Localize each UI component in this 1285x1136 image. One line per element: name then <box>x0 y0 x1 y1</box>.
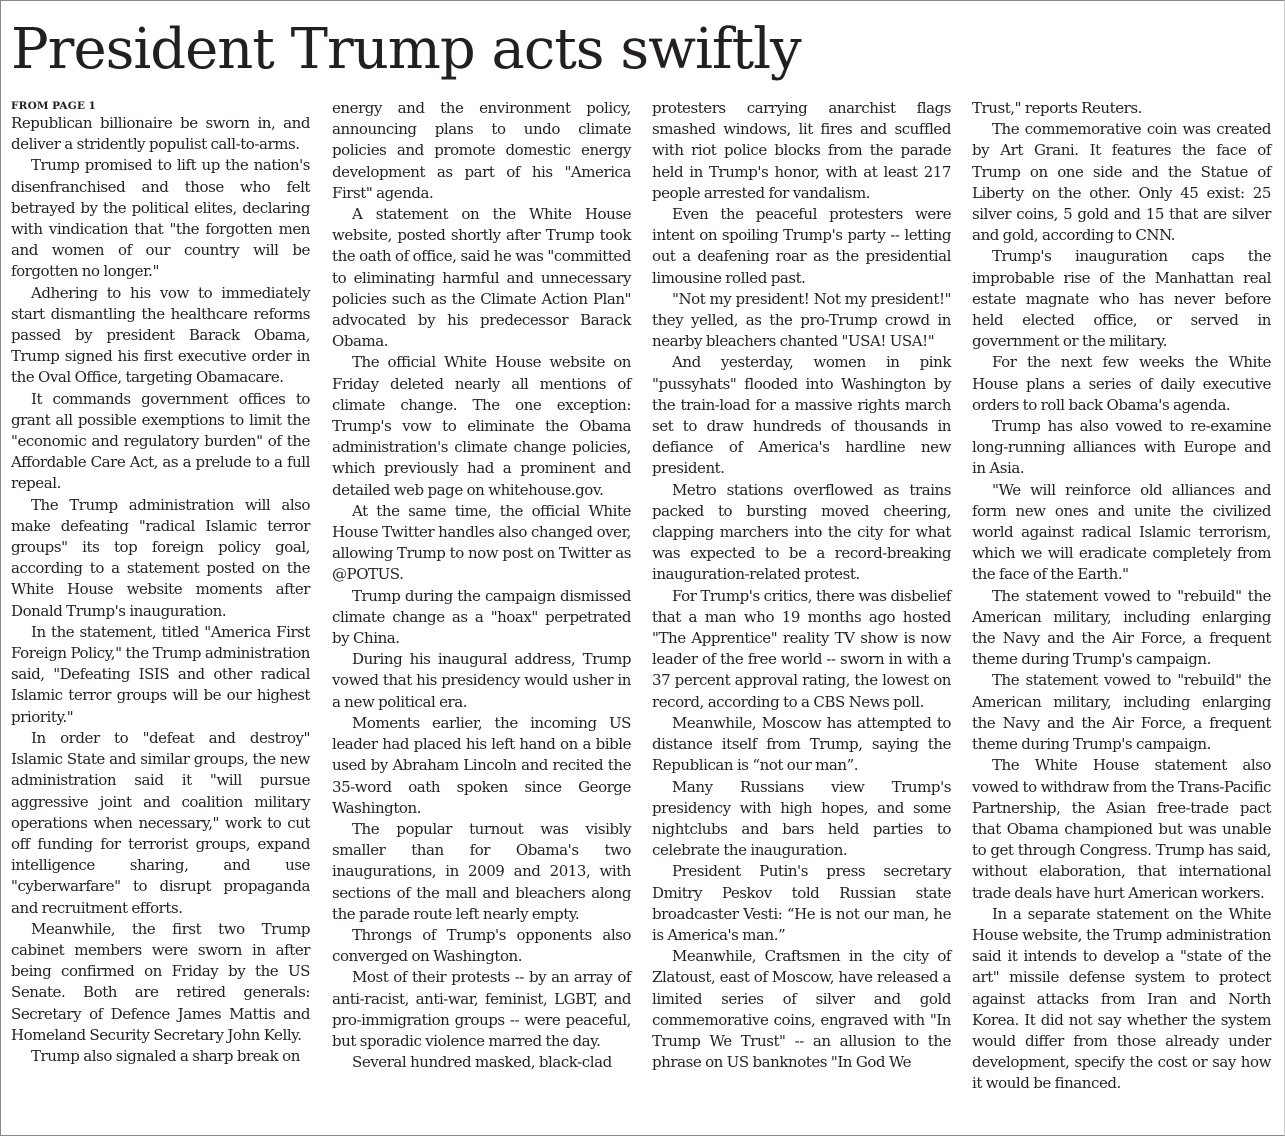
paragraph: Meanwhile, Craftsmen in the city of Zlatoust, east of Moscow, have released a limited series of silver and gold commemorative coins, engraved with "In Trump We Trust" -- an allusion to the phrase on US banknotes "In God We <box>652 947 951 1072</box>
paragraph: The statement vowed to "rebuild" the American military, including enlarging the Navy and the Air Force, a frequent theme during Trump's campaign. <box>972 671 1271 754</box>
paragraph: A statement on the White House website, posted shortly after Trump took the oath of office, said he was "committed to eliminating harmful and unnecessary policies such as the Climate Action Plan" advocated by his predecessor Barack Obama. <box>332 205 631 351</box>
paragraph: The commemorative coin was created by Art Grani. It features the face of Trump on one side and the Statue of Liberty on the other. Only 45 exist: 25 silver coins, 5 gold and 15 that are silver and gold, according to CNN. <box>972 120 1271 245</box>
paragraph: In a separate statement on the White House website, the Trump administration said it intends to develop a "state of the art" missile defense system to protect against attacks from Iran and North Korea. It did not say whether the system would differ from those already under development, specify the cost or say how it would be financed. <box>972 904 1271 1093</box>
paragraph: Trump also signaled a sharp break on <box>31 1046 300 1065</box>
paragraph: For the next few weeks the White House plans a series of daily executive orders to roll back Obama's agenda. <box>972 353 1271 414</box>
paragraph: In the statement, titled "America First Foreign Policy," the Trump administration said, "Defeating ISIS and other radical Islamic terror groups will be our highest priority." <box>11 622 310 726</box>
paragraph: Metro stations overflowed as trains packed to bursting moved cheering, clapping marchers into the city for what was expected to be a record-breaking inauguration-related protest. <box>652 480 951 584</box>
paragraph: Even the peaceful protesters were intent on spoiling Trump's party -- letting out a deafening roar as the presidential limousine rolled past. <box>652 205 951 287</box>
paragraph: For Trump's critics, there was disbelief that a man who 19 months ago hosted "The Apprentice" reality TV show is now leader of the free world -- sworn in with a 37 percent approval rating, the lowest on record, according to a CBS News poll. <box>652 586 951 711</box>
paragraph: protesters carrying anarchist flags smashed windows, lit fires and scuffled with riot police blocks from the parade held in Trump's honor, with at least 217 people arrested for vandalism. <box>652 99 951 202</box>
paragraph: And yesterday, women in pink "pussyhats" flooded into Washington by the train-load for a massive rights march set to draw hundreds of thousands in defiance of America's hardline new president. <box>652 353 951 478</box>
paragraph: At the same time, the official White House Twitter handles also changed over, allowing Trump to now post on Twitter as @POTUS. <box>332 501 631 584</box>
paragraph: energy and the environment policy, announcing plans to undo climate policies and promote domestic energy development as part of his "America First" agenda. <box>332 99 631 202</box>
paragraph: Several hundred masked, black-clad <box>352 1053 612 1072</box>
paragraph: Meanwhile, the first two Trump cabinet members were sworn in after being confirmed on Friday by the US Senate. Both are retired generals: Secretary of Defence James Mattis and Homeland Security Secretary John Kelly. <box>11 919 310 1044</box>
paragraph: Most of their protests -- by an array of anti-racist, anti-war, feminist, LGBT, and pro-immigration groups -- were peaceful, but sporadic violence marred the day. <box>332 968 631 1050</box>
article-column-2 <box>332 98 631 1073</box>
article-column-3 <box>652 98 951 1073</box>
paragraph: The statement vowed to "rebuild" the American military, including enlarging the Navy and the Air Force, a frequent theme during Trump's campaign. <box>972 586 1271 669</box>
paragraph: Throngs of Trump's opponents also converged on Washington. <box>332 925 631 966</box>
paragraph: Republican billionaire be sworn in, and deliver a stridently populist call-to-arms. <box>11 114 310 154</box>
paragraph: "We will reinforce old alliances and form new ones and unite the civilized world against radical Islamic terrorism, which we will eradicate completely from the face of the Earth." <box>972 480 1271 584</box>
paragraph: Trump has also vowed to re-examine long-running alliances with Europe and in Asia. <box>972 417 1271 478</box>
paragraph: It commands government offices to grant all possible exemptions to limit the "economic and regulatory burden" of the Affordable Care Act, as a prelude to a full repeal. <box>11 389 310 493</box>
paragraph: President Putin's press secretary Dmitry Peskov told Russian state broadcaster Vesti: “He is not our man, he is America's man.” <box>652 862 951 944</box>
paragraph: "Not my president! Not my president!" they yelled, as the pro-Trump crowd in nearby bleachers chanted "USA! USA!" <box>652 289 951 351</box>
article-column-4 <box>972 98 1271 1095</box>
paragraph: During his inaugural address, Trump vowed that his presidency would usher in a new political era. <box>332 650 631 711</box>
headline: President Trump acts swiftly <box>11 17 801 82</box>
paragraph: The White House statement also vowed to withdraw from the Trans-Pacific Partnership, the Asian free-trade pact that Obama championed but was unable to get through Congress. Trump has said, without elaboration, that international trade deals have hurt American workers. <box>972 756 1271 902</box>
paragraph: Trust," reports Reuters. <box>972 99 1142 117</box>
paragraph: Meanwhile, Moscow has attempted to distance itself from Trump, saying the Republican is “not our man”. <box>652 713 951 775</box>
paragraph: The popular turnout was visibly smaller than for Obama's two inaugurations, in 2009 and 2013, with sections of the mall and bleachers along the parade route left nearly empty. <box>332 819 631 923</box>
paragraph: Adhering to his vow to immediately start dismantling the healthcare reforms passed by president Barack Obama, Trump signed his first executive order in the Oval Office, targeting Obamacare. <box>11 283 310 387</box>
paragraph: Trump's inauguration caps the improbable rise of the Manhattan real estate magnate who has never before held elected office, or served in government or the military. <box>972 247 1271 351</box>
paragraph: The Trump administration will also make defeating "radical Islamic terror groups" its top foreign policy goal, according to a statement posted on the White House website moments after Donald Trump's inauguration. <box>11 495 310 620</box>
paragraph: The official White House website on Friday deleted nearly all mentions of climate change. The one exception: Trump's vow to eliminate the Obama administration's climate change policies, which previously had a prominent and detailed web page on whitehouse.gov. <box>332 353 631 499</box>
from-page-kicker: FROM PAGE 1 <box>11 100 97 112</box>
paragraph: Many Russians view Trump's presidency with high hopes, and some nightclubs and bars held parties to celebrate the inauguration. <box>652 777 951 860</box>
paragraph: Trump promised to lift up the nation's disenfranchised and those who felt betrayed by the political elites, declaring with vindication that "the forgotten men and women of our country will be forgotten no longer." <box>11 156 310 281</box>
paragraph: Moments earlier, the incoming US leader had placed his left hand on a bible used by Abraham Lincoln and recited the 35-word oath spoken since George Washington. <box>332 713 631 817</box>
paragraph: In order to "defeat and destroy" Islamic State and similar groups, the new administration said it "will pursue aggressive joint and coalition military operations when necessary," work to cut off funding for terrorist groups, expand intelligence sharing, and use "cyberwarfare" to disrupt propaganda and recruitment efforts. <box>11 728 310 917</box>
paragraph: Trump during the campaign dismissed climate change as a "hoax" perpetrated by China. <box>332 586 631 648</box>
article-column-1 <box>11 98 310 1067</box>
